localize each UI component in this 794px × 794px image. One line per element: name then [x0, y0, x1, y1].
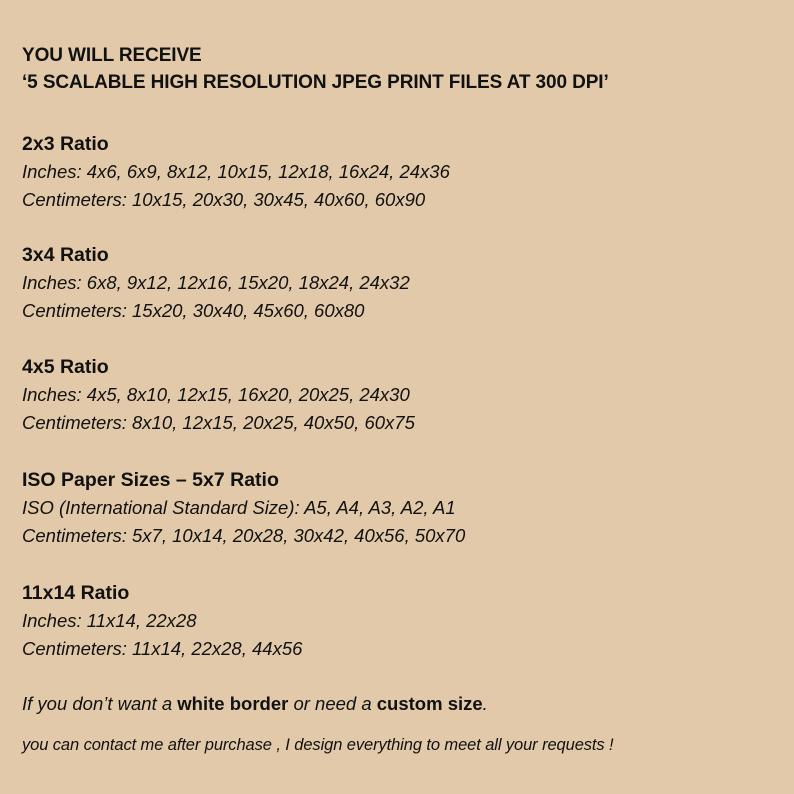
- header-line-1: YOU WILL RECEIVE: [22, 45, 202, 66]
- section-line-iso: ISO (International Standard Size): A5, A4, A3, A2, A1: [22, 497, 456, 518]
- section-11x14-ratio: [22, 579, 787, 663]
- section-title: 11x14 Ratio: [22, 582, 130, 604]
- section-3x4-ratio: [22, 241, 787, 325]
- header-block: [22, 42, 787, 96]
- footer-custom-note: [22, 690, 787, 718]
- footer-white-border: white border: [177, 693, 289, 714]
- header-line-2: ‘5 SCALABLE HIGH RESOLUTION JPEG PRINT FILES AT 300 DPI’: [22, 72, 609, 93]
- section-line-inches: Inches: 4x5, 8x10, 12x15, 16x20, 20x25, 24x30: [22, 384, 410, 405]
- section-line-inches: Inches: 4x6, 6x9, 8x12, 10x15, 12x18, 16x24, 24x36: [22, 161, 450, 182]
- section-line-inches: Inches: 11x14, 22x28: [22, 610, 197, 631]
- document-page: [22, 0, 787, 794]
- section-title: ISO Paper Sizes – 5x7 Ratio: [22, 469, 279, 491]
- section-line-centimeters: Centimeters: 8x10, 12x15, 20x25, 40x50, 60x75: [22, 412, 415, 433]
- footer-text-3: .: [482, 693, 488, 714]
- section-line-centimeters: Centimeters: 11x14, 22x28, 44x56: [22, 638, 303, 659]
- section-title: 4x5 Ratio: [22, 356, 109, 378]
- section-line-inches: Inches: 6x8, 9x12, 12x16, 15x20, 18x24, 24x32: [22, 272, 410, 293]
- section-title: 3x4 Ratio: [22, 244, 109, 266]
- section-2x3-ratio: [22, 130, 787, 214]
- section-title: 2x3 Ratio: [22, 133, 109, 155]
- section-iso-paper-sizes: [22, 466, 787, 550]
- section-line-centimeters: Centimeters: 15x20, 30x40, 45x60, 60x80: [22, 300, 365, 321]
- section-line-centimeters: Centimeters: 10x15, 20x30, 30x45, 40x60, 60x90: [22, 189, 426, 210]
- footer-text-1: If you don’t want a: [22, 693, 178, 714]
- section-line-centimeters: Centimeters: 5x7, 10x14, 20x28, 30x42, 40x56, 50x70: [22, 525, 466, 546]
- footer-custom-size: custom size: [376, 693, 483, 714]
- footer-text-2: or need a: [288, 693, 377, 714]
- footer-contact-note: you can contact me after purchase , I design everything to meet all your requests !: [22, 736, 614, 754]
- section-4x5-ratio: [22, 353, 787, 437]
